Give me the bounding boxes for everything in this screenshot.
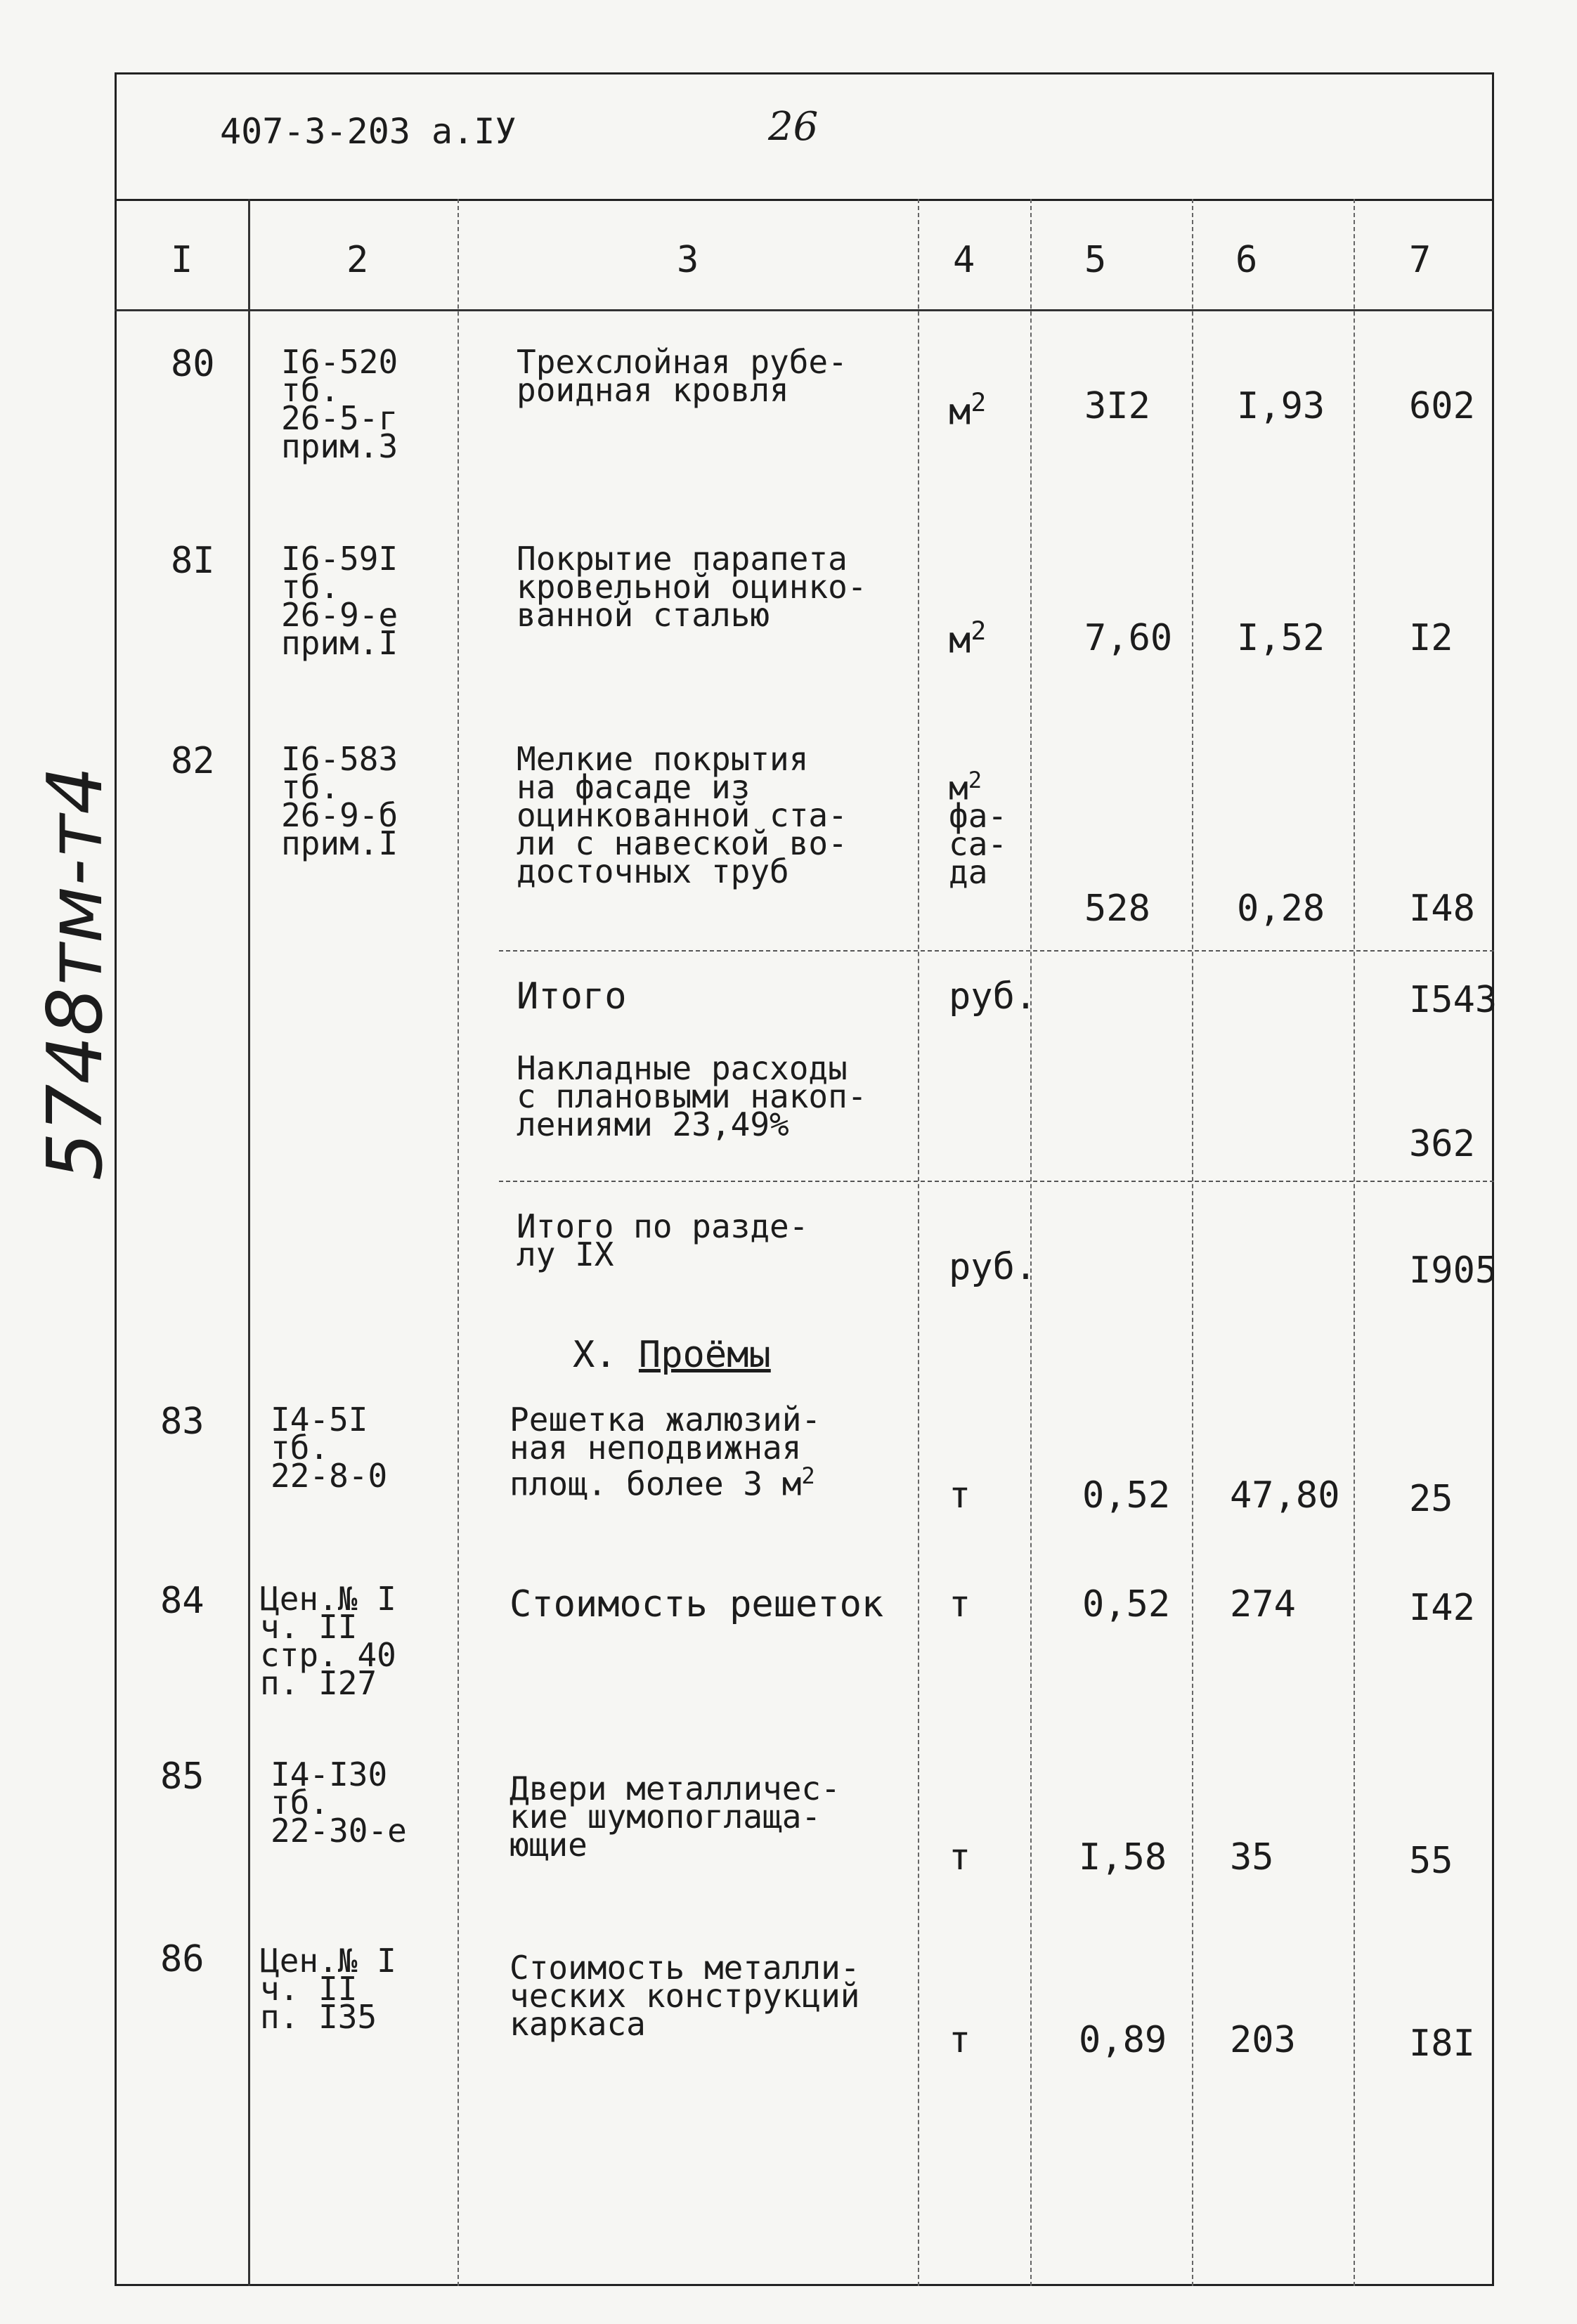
- column-number: 5: [1084, 239, 1107, 281]
- handwritten-margin-note: 5748тм-т4: [32, 766, 119, 1181]
- total-cost: I42: [1409, 1587, 1475, 1629]
- section-total-label: Итого по разде- лу IX: [517, 1207, 809, 1273]
- quantity: 0,52: [1082, 1474, 1171, 1517]
- column-number: I: [171, 239, 193, 281]
- unit: $м^2$: [949, 616, 987, 662]
- column-divider: [1030, 199, 1032, 2286]
- unit-price: 35: [1230, 1836, 1274, 1878]
- quantity: 0,52: [1082, 1583, 1171, 1625]
- total-cost: 602: [1409, 385, 1475, 427]
- column-divider: [918, 199, 919, 2286]
- unit: т: [949, 1836, 971, 1878]
- total-cost: 55: [1409, 1840, 1453, 1882]
- quantity: 3I2: [1084, 385, 1150, 427]
- subtotal-label: Итого: [517, 975, 627, 1018]
- section-total-value: I905: [1409, 1249, 1498, 1292]
- document-code: 407-3-203 а.IУ: [220, 111, 517, 152]
- row-number: 82: [171, 740, 215, 782]
- unit-price: 274: [1230, 1583, 1296, 1625]
- row-number: 84: [160, 1580, 205, 1622]
- quantity: 0,89: [1079, 2019, 1167, 2061]
- row-number: 83: [160, 1401, 205, 1443]
- total-cost: I2: [1409, 617, 1453, 659]
- total-cost: 25: [1409, 1478, 1453, 1520]
- row-number: 8I: [171, 540, 215, 582]
- unit-price: I,52: [1237, 617, 1325, 659]
- work-description: Стоимость решеток: [510, 1583, 884, 1625]
- unit-price: 0,28: [1237, 888, 1325, 930]
- norm-reference: Цен.№ I ч. II п. I35: [260, 1942, 396, 2036]
- subtotal-total: I543: [1409, 979, 1498, 1021]
- unit-price: 47,80: [1230, 1474, 1340, 1517]
- column-header-divider: [115, 309, 1494, 311]
- work-description: Решетка жалюзий- ная неподвижная площ. более 3 $м^2$: [510, 1401, 822, 1503]
- header-divider: [115, 199, 1494, 201]
- unit: $м^2$ фа- са- да: [949, 767, 1008, 892]
- section-total-divider: [499, 1181, 1494, 1182]
- quantity: 528: [1084, 888, 1150, 930]
- unit: т: [949, 2019, 971, 2061]
- column-number: 2: [346, 239, 369, 281]
- overhead-label: Накладные расходы с плановыми накоп- лениями 23,49%: [517, 1049, 867, 1143]
- work-description: Покрытие парапета кровельной оцинко- ванной сталью: [517, 540, 867, 634]
- quantity: I,58: [1079, 1836, 1167, 1878]
- column-number: 7: [1409, 239, 1432, 281]
- section-heading: [573, 1335, 771, 1375]
- norm-reference: Цен.№ I ч. II стр. 40 п. I27: [260, 1580, 396, 1702]
- norm-reference: I6-583 тб. 26-9-б прим.I: [281, 740, 398, 862]
- work-description: Мелкие покрытия на фасаде из оцинкованной ста- ли с навеской во- досточных труб: [517, 740, 848, 890]
- unit: т: [949, 1474, 971, 1517]
- row-number: 85: [160, 1755, 205, 1798]
- unit-price: 203: [1230, 2019, 1296, 2061]
- norm-reference: I4-5I тб. 22-8-0: [271, 1401, 388, 1495]
- norm-reference: I4-I30 тб. 22-30-е: [271, 1755, 407, 1850]
- section-heading-title: Проёмы: [638, 1334, 771, 1376]
- overhead-total: 362: [1409, 1123, 1475, 1165]
- section-total-unit: руб.: [949, 1246, 1037, 1288]
- quantity: 7,60: [1084, 617, 1173, 659]
- section-heading-prefix: X.: [573, 1334, 639, 1376]
- subtotal-unit: руб.: [949, 975, 1037, 1018]
- work-description: Двери металличес- кие шумопоглаща- ющие: [510, 1770, 841, 1864]
- column-divider: [1354, 199, 1355, 2286]
- total-cost: I8I: [1409, 2023, 1475, 2065]
- norm-reference: I6-520 тб. 26-5-г прим.3: [281, 343, 398, 465]
- unit-price: I,93: [1237, 385, 1325, 427]
- subtotal-divider: [499, 950, 1494, 952]
- column-divider: [457, 199, 459, 2286]
- page-number: 26: [768, 104, 819, 150]
- column-divider: [248, 199, 250, 2286]
- column-number: 6: [1235, 239, 1258, 281]
- norm-reference: I6-59I тб. 26-9-е прим.I: [281, 540, 398, 662]
- unit: $м^2$: [949, 387, 987, 434]
- work-description: Стоимость металли- ческих конструкций каркаса: [510, 1949, 860, 2043]
- column-divider: [1192, 199, 1193, 2286]
- total-cost: I48: [1409, 888, 1475, 930]
- column-number: 4: [953, 239, 975, 281]
- unit: т: [949, 1583, 971, 1625]
- column-number: 3: [677, 239, 699, 281]
- row-number: 80: [171, 343, 215, 385]
- row-number: 86: [160, 1938, 205, 1980]
- work-description: Трехслойная рубе- роидная кровля: [517, 343, 848, 409]
